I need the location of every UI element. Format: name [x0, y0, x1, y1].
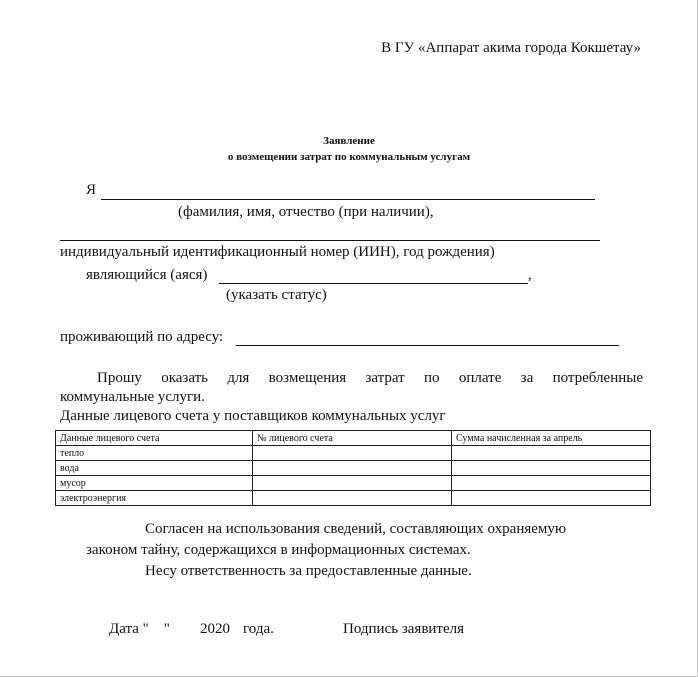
- column-header: № лицевого счета: [253, 431, 452, 446]
- account-number-cell[interactable]: [253, 491, 452, 506]
- date-label: Дата " ": [109, 621, 170, 637]
- table-row: [56, 491, 651, 506]
- status-blank-line: [219, 283, 528, 284]
- amount-cell[interactable]: [452, 461, 651, 476]
- request-line-2: коммунальные услуги.: [60, 389, 205, 405]
- iin-blank-line: [60, 240, 600, 241]
- column-header: Сумма начисленная за апрель: [452, 431, 651, 446]
- table-row: [56, 446, 651, 461]
- recipient-line: В ГУ «Аппарат акима города Кокшетау»: [381, 40, 641, 56]
- table-row: [56, 476, 651, 491]
- applicant-prefix: Я: [86, 182, 97, 198]
- request-line-1: Прошу оказать для возмещения затрат по оплате за потребленные: [97, 370, 643, 386]
- iin-hint: индивидуальный идентификационный номер (ИИН), год рождения): [60, 244, 495, 260]
- consent-line-3: Несу ответственность за предоставленные данные.: [145, 563, 472, 579]
- utility-name-cell: электроэнергия: [56, 491, 253, 506]
- amount-cell[interactable]: [452, 446, 651, 461]
- status-hint: (указать статус): [226, 287, 327, 303]
- accounts-heading: Данные лицевого счета у поставщиков коммунальных услуг: [60, 408, 446, 424]
- name-blank-line: [101, 199, 595, 200]
- consent-line-2: законом тайну, содержащихся в информационных системах.: [86, 542, 471, 558]
- status-suffix: ,: [528, 267, 532, 283]
- date-year-suffix: года.: [243, 621, 274, 637]
- utility-name-cell: вода: [56, 461, 253, 476]
- signature-label: Подпись заявителя: [343, 621, 465, 637]
- table-header-row: [56, 431, 651, 446]
- name-hint: (фамилия, имя, отчество (при наличии),: [178, 204, 434, 220]
- account-number-cell[interactable]: [253, 446, 452, 461]
- status-prefix: являющийся (аяся): [86, 267, 208, 283]
- column-header: Данные лицевого счета: [56, 431, 253, 446]
- utility-name-cell: тепло: [56, 446, 253, 461]
- accounts-table: [55, 430, 651, 506]
- document-subtitle: о возмещении затрат по коммунальным услугам: [227, 151, 471, 163]
- amount-cell[interactable]: [452, 476, 651, 491]
- address-prefix: проживающий по адресу:: [60, 329, 224, 345]
- table-row: [56, 461, 651, 476]
- address-blank-line: [236, 345, 619, 346]
- account-number-cell[interactable]: [253, 461, 452, 476]
- amount-cell[interactable]: [452, 491, 651, 506]
- document-title: Заявление: [323, 135, 375, 147]
- utility-name-cell: мусор: [56, 476, 253, 491]
- account-number-cell[interactable]: [253, 476, 452, 491]
- consent-line-1: Согласен на использования сведений, составляющих охраняемую: [145, 521, 567, 537]
- date-year: 2020: [200, 621, 230, 637]
